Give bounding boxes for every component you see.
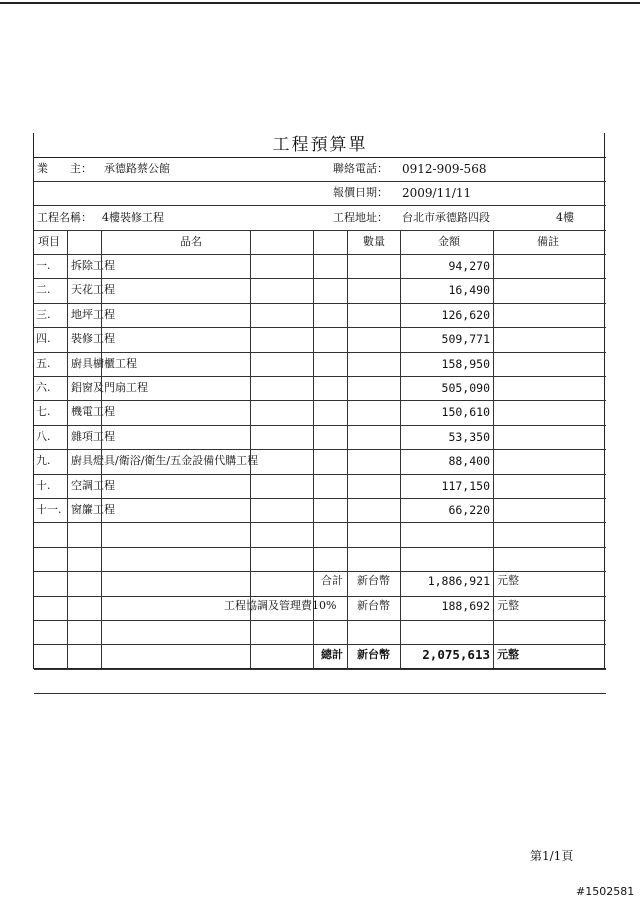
row-number: 三. [36, 308, 51, 321]
owner-value: 承德路蔡公館 [104, 162, 170, 175]
rule [34, 352, 606, 353]
column-rule [493, 230, 494, 669]
address-value: 台北市承德路四段 [402, 211, 490, 224]
total-label: 總計 [321, 648, 343, 661]
row-number: 五. [36, 357, 51, 370]
row-amount: 16,490 [448, 283, 490, 297]
budget-sheet [33, 133, 605, 669]
rule [34, 157, 606, 158]
row-number: 一. [36, 259, 51, 272]
subtotal-currency: 新台幣 [357, 574, 390, 587]
subtotal-label: 合計 [321, 574, 343, 587]
row-number: 二. [36, 283, 51, 296]
rule [34, 669, 606, 670]
address-label: 工程地址： [333, 211, 388, 224]
column-rule [313, 230, 314, 669]
row-number: 九. [36, 454, 51, 467]
row-item-name: 鋁窗及門扇工程 [71, 381, 148, 394]
project-name-label: 工程名稱： [37, 211, 92, 224]
top-rule [0, 2, 640, 4]
quote-date-value: 2009/11/11 [402, 186, 472, 200]
column-rule [250, 230, 251, 669]
page-number: 第1/1頁 [530, 849, 574, 863]
row-amount: 158,950 [441, 357, 490, 371]
owner-label: 業 主： [37, 162, 92, 175]
rule [34, 522, 606, 523]
row-number: 八. [36, 430, 51, 443]
rule [34, 644, 606, 645]
rule [34, 376, 606, 377]
row-item-name: 廚具燈具/衛浴/衛生/五金設備代購工程 [71, 454, 259, 467]
rule [34, 498, 606, 499]
column-rule [347, 230, 348, 669]
management-fee-amount: 188,692 [441, 599, 490, 613]
rule [34, 693, 606, 694]
row-item-name: 機電工程 [71, 405, 115, 418]
row-amount: 94,270 [448, 259, 490, 273]
rule [34, 230, 606, 231]
project-name-value: 4樓裝修工程 [102, 211, 164, 224]
quote-date-label: 報價日期： [333, 186, 388, 199]
total-currency: 新台幣 [357, 648, 390, 661]
floor-value: 4樓 [556, 211, 574, 224]
management-fee-suffix: 元整 [497, 599, 519, 612]
header-note: 備註 [537, 235, 559, 248]
header-amount: 金額 [438, 235, 460, 248]
rule [34, 278, 606, 279]
rule [34, 596, 606, 597]
subtotal-suffix: 元整 [497, 574, 519, 587]
header-item: 項目 [38, 235, 60, 248]
row-item-name: 窗簾工程 [71, 503, 115, 516]
management-fee-currency: 新台幣 [357, 599, 390, 612]
row-amount: 88,400 [448, 454, 490, 468]
row-item-name: 拆除工程 [71, 259, 115, 272]
rule [34, 571, 606, 572]
rule [34, 327, 606, 328]
phone-label: 聯絡電話： [333, 162, 388, 175]
rule [34, 254, 606, 255]
column-rule [400, 230, 401, 669]
row-number: 四. [36, 332, 51, 345]
document-stamp: #1502581 [576, 885, 635, 898]
header-name: 品名 [180, 235, 202, 248]
header-qty: 數量 [363, 235, 385, 248]
subtotal-amount: 1,886,921 [427, 574, 490, 588]
rule [34, 181, 606, 182]
document-title: 工程預算單 [272, 135, 368, 155]
total-suffix: 元整 [497, 648, 519, 661]
row-amount: 117,150 [441, 479, 490, 493]
row-amount: 53,350 [448, 430, 490, 444]
row-item-name: 裝修工程 [71, 332, 115, 345]
row-amount: 66,220 [448, 503, 490, 517]
management-fee-label: 工程協調及管理費10% [224, 599, 337, 612]
row-amount: 505,090 [441, 381, 490, 395]
column-rule [67, 230, 68, 669]
rule [34, 547, 606, 548]
rule [34, 449, 606, 450]
phone-value: 0912-909-568 [402, 162, 487, 176]
row-item-name: 廚具櫥櫃工程 [71, 357, 137, 370]
row-number: 六. [36, 381, 51, 394]
row-amount: 509,771 [441, 332, 490, 346]
total-amount: 2,075,613 [422, 647, 490, 662]
row-item-name: 雜項工程 [71, 430, 115, 443]
row-item-name: 空調工程 [71, 479, 115, 492]
row-amount: 126,620 [441, 308, 490, 322]
row-amount: 150,610 [441, 405, 490, 419]
rule [34, 474, 606, 475]
rule [34, 425, 606, 426]
row-number: 十. [36, 479, 51, 492]
row-number: 七. [36, 405, 51, 418]
rule [34, 205, 606, 206]
row-number: 十一. [36, 503, 62, 516]
row-item-name: 天花工程 [71, 283, 115, 296]
rule [34, 400, 606, 401]
column-rule [101, 230, 102, 669]
rule [34, 620, 606, 621]
row-item-name: 地坪工程 [71, 308, 115, 321]
rule [34, 303, 606, 304]
